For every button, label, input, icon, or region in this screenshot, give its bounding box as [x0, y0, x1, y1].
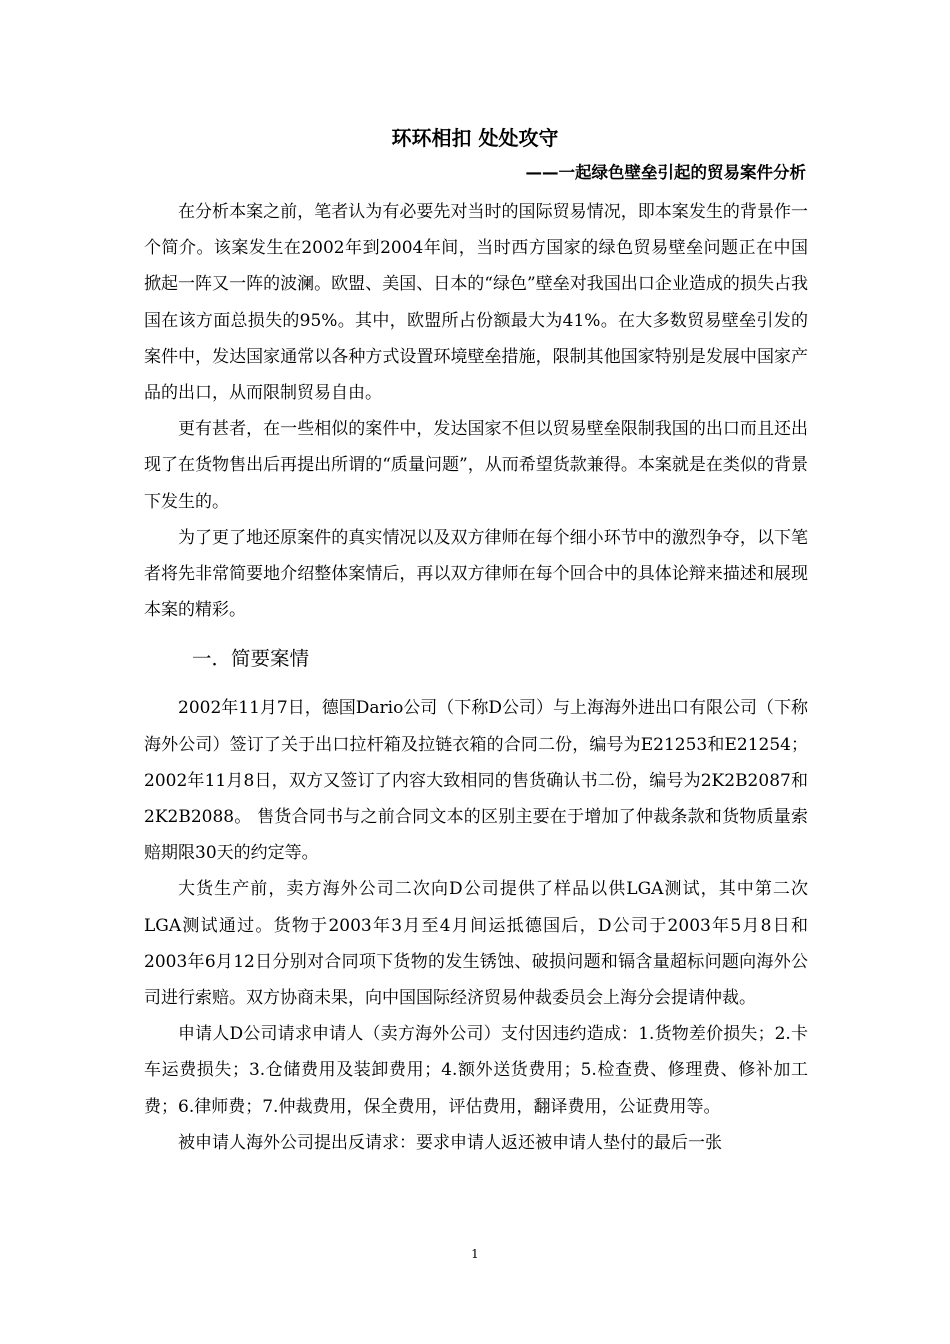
- intro-paragraph: 在分析本案之前，笔者认为有必要先对当时的国际贸易情况，即本案发生的背景作一个简介。该案发生在2002年到2004年间，当时西方国家的绿色贸易壁垒问题正在中国掀起一阵又一阵的波澜。欧盟、美国、日本的“绿色”壁垒对我国出口企业造成的损失占我国在该方面总损失的95%。其中，欧盟所占份额最大为41%。在大多数贸易壁垒引发的案件中，发达国家通常以各种方式设置环境壁垒措施，限制其他国家特别是发展中国家产品的出口，从而限制贸易自由。: [144, 202, 808, 404]
- case-paragraph: 申请人D公司请求申请人（卖方海外公司）支付因违约造成：1.货物差价损失；2.卡车运费损失；3.仓储费用及装卸费用；4.额外送货费用；5.检查费、修理费、修补加工费；6.律师费；7.仲裁费用，保全费用，评估费用，翻译费用，公证费用等。: [144, 1024, 808, 1117]
- document-body: [144, 194, 808, 1161]
- page-number: 1: [471, 1247, 479, 1261]
- intro-paragraph: 更有甚者，在一些相似的案件中，发达国家不但以贸易壁垒限制我国的出口而且还出现了在货物售出后再提出所谓的“质量问题”，从而希望货款兼得。本案就是在类似的背景下发生的。: [144, 419, 808, 512]
- case-paragraph: 大货生产前，卖方海外公司二次向D公司提供了样品以供LGA测试，其中第二次LGA测试通过。货物于2003年3月至4月间运抵德国后，D公司于2003年5月8日和2003年6月12日分别对合同项下货物的发生锈蚀、破损问题和镉含量超标问题向海外公司进行索赔。双方协商未果，向中国国际经济贸易仲裁委员会上海分会提请仲裁。: [144, 879, 808, 1009]
- case-paragraph: 被申请人海外公司提出反请求：要求申请人返还被申请人垫付的最后一张: [178, 1132, 722, 1153]
- document-subtitle: ——一起绿色壁垒引起的贸易案件分析: [525, 163, 806, 182]
- case-paragraph: 2002年11月7日，德国Dario公司（下称D公司）与上海海外进出口有限公司（下称海外公司）签订了关于出口拉杆箱及拉链衣箱的合同二份，编号为E21253和E21254；2002年11月8日，双方又签订了内容大致相同的售货确认书二份，编号为2K2B2087和2K2B2088。 售货合同书与之前合同文本的区别主要在于增加了仲裁条款和货物质量索赔期限30天的约定等。: [144, 698, 808, 864]
- intro-paragraph: 为了更了地还原案件的真实情况以及双方律师在每个细小环节中的激烈争夺，以下笔者将先非常简要地介绍整体案情后，再以双方律师在每个回合中的具体论辩来描述和展现本案的精彩。: [144, 527, 808, 621]
- document-title: 环环相扣 处处攻守: [391, 126, 559, 150]
- section-heading: 一．简要案情: [192, 647, 310, 671]
